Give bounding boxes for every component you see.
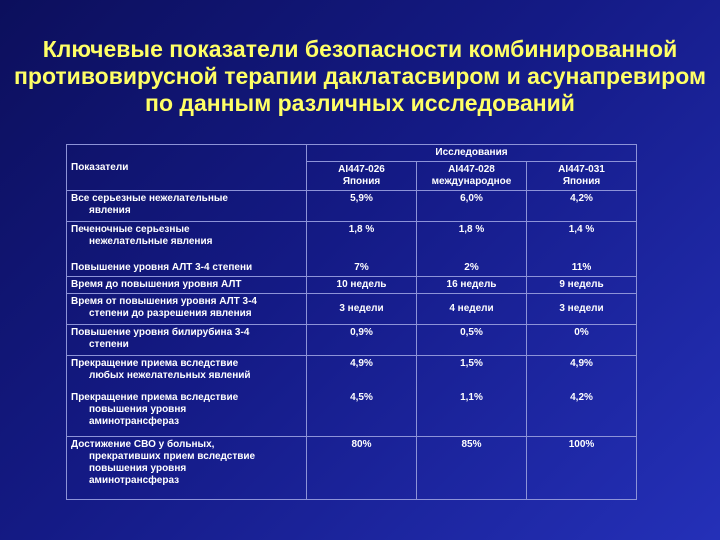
- study-header: [417, 162, 527, 191]
- table-cell: 6,0%: [417, 191, 527, 222]
- row-label: Время до повышения уровня АЛТ: [67, 277, 307, 294]
- table-row: [67, 325, 637, 356]
- table-row: [67, 222, 637, 277]
- table-cell: 1,4 % 11%: [527, 222, 637, 277]
- table-cell: 9 недель: [527, 277, 637, 294]
- table-cell: 1,5% 1,1%: [417, 356, 527, 437]
- row-label: Прекращение приема вследствие любых нежелательных явлений Прекращение приема вследствие повышения уровня аминотрансфераз: [67, 356, 307, 437]
- row-label: Время от повышения уровня АЛТ 3-4 степени до разрешения явления: [67, 294, 307, 325]
- table-cell: 4,2%: [527, 191, 637, 222]
- study-code: AI447-028: [448, 164, 495, 175]
- header-indicators: Показатели: [67, 145, 307, 191]
- study-region: Япония: [562, 176, 601, 187]
- safety-table: [66, 144, 637, 500]
- table-cell: 16 недель: [417, 277, 527, 294]
- table-cell: 0,9%: [307, 325, 417, 356]
- row-label: Достижение СВО у больных, прекративших прием вследствие повышения уровня аминотрансфераз: [67, 437, 307, 500]
- table-cell: 4 недели: [417, 294, 527, 325]
- table-header-row: [67, 145, 637, 162]
- table-cell: 3 недели: [527, 294, 637, 325]
- study-region: Япония: [342, 176, 381, 187]
- table-row: [67, 356, 637, 437]
- table-cell: 0,5%: [417, 325, 527, 356]
- study-region: международное: [431, 176, 512, 187]
- study-code: AI447-031: [558, 164, 605, 175]
- table-row: [67, 294, 637, 325]
- table-row: [67, 437, 637, 500]
- table-cell: 3 недели: [307, 294, 417, 325]
- study-header: [307, 162, 417, 191]
- table-cell: 1,8 % 2%: [417, 222, 527, 277]
- table-cell: 0%: [527, 325, 637, 356]
- table-cell: 4,9% 4,2%: [527, 356, 637, 437]
- table-row: [67, 191, 637, 222]
- study-header: [527, 162, 637, 191]
- table-cell: 1,8 % 7%: [307, 222, 417, 277]
- row-label: Все серьезные нежелательные явления: [67, 191, 307, 222]
- header-studies: Исследования: [307, 145, 637, 162]
- study-code: AI447-026: [338, 164, 385, 175]
- row-label: Печеночные серьезные нежелательные явления Повышение уровня АЛТ 3-4 степени: [67, 222, 307, 277]
- table-cell: 80%: [307, 437, 417, 500]
- table-cell: 100%: [527, 437, 637, 500]
- table-cell: 4,9% 4,5%: [307, 356, 417, 437]
- table-cell: 10 недель: [307, 277, 417, 294]
- slide-title: Ключевые показатели безопасности комбинированной противовирусной терапии даклатасвиром и асунапревиром по данным различных исследований: [14, 36, 706, 116]
- table-cell: 85%: [417, 437, 527, 500]
- table-row: [67, 277, 637, 294]
- table-cell: 5,9%: [307, 191, 417, 222]
- row-label: Повышение уровня билирубина 3-4 степени: [67, 325, 307, 356]
